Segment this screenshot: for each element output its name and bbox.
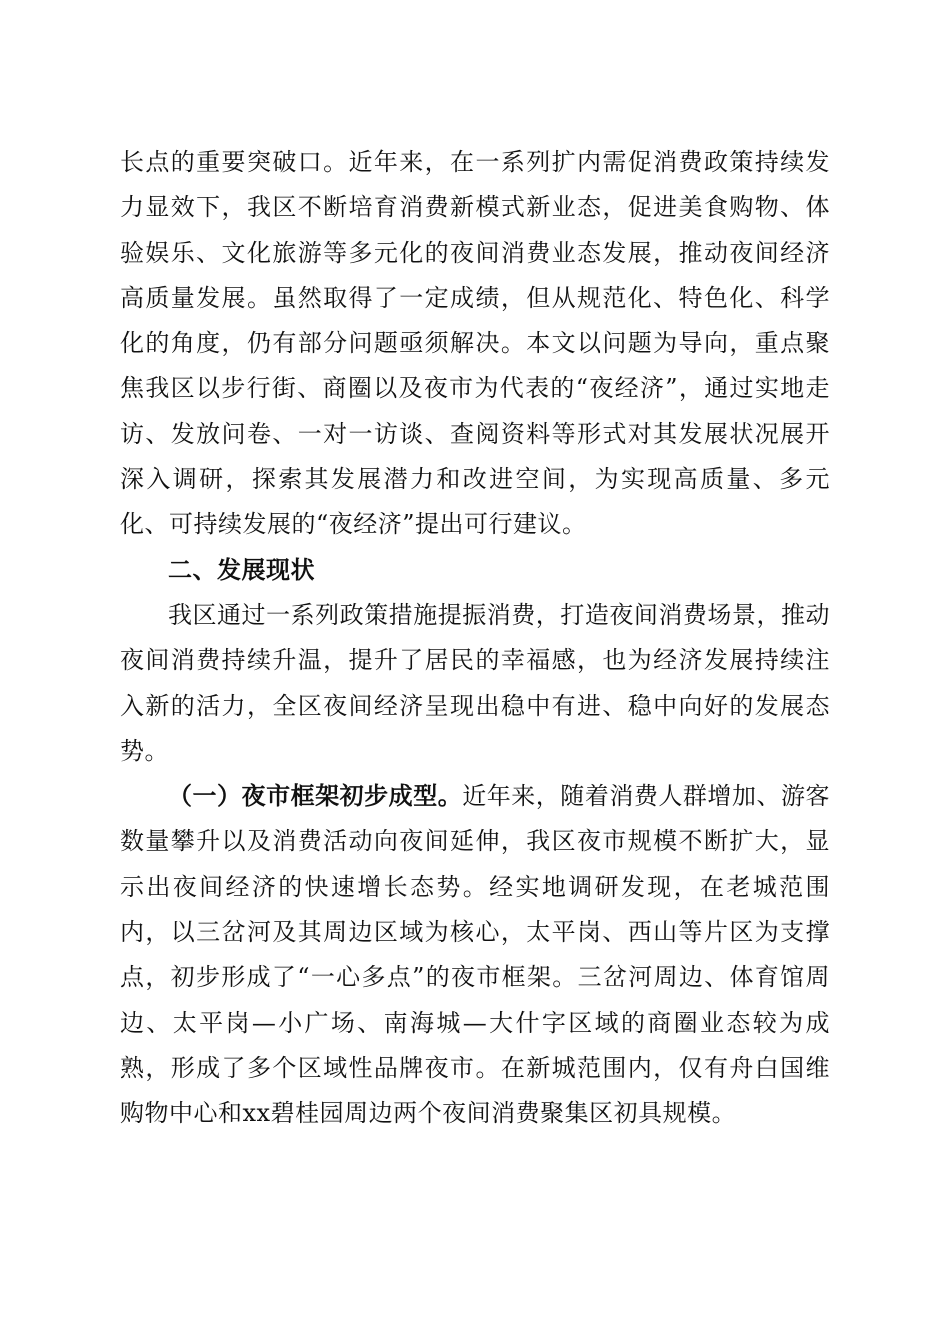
subsection-body: 近年来，随着消费人群增加、游客数量攀升以及消费活动向夜间延伸，我区夜市规模不断扩大，显示出夜间经济的快速增长态势。经实地调研发现，在老城范围内，以三岔河及其周边区域为核心，太平岗、西山等片区为支撑点，初步形成了“一心多点”的夜市框架。三岔河周边、体育馆周边、太平岗—小广场、南海城—大什字区域的商圈业态较为成熟，形成了多个区域性品牌夜市。在新城范围内，仅有舟白国维购物中心和xx碧桂园周边两个夜间消费聚集区初具规模。 — [120, 782, 831, 1128]
section-heading: 二、发展现状 — [168, 555, 315, 584]
paragraph-night-market — [120, 774, 830, 1136]
subsection-lead: （一）夜市框架初步成型。 — [168, 782, 463, 811]
paragraph-status-overview: 我区通过一系列政策措施提振消费，打造夜间消费场景，推动夜间消费持续升温，提升了居民的幸福感，也为经济发展持续注入新的活力，全区夜间经济呈现出稳中有进、稳中向好的发展态势。 — [120, 600, 830, 765]
document-body — [120, 140, 830, 1137]
paragraph-continuation: 长点的重要突破口。近年来，在一系列扩内需促消费政策持续发力显效下，我区不断培育消费新模式新业态，促进美食购物、体验娱乐、文化旅游等多元化的夜间消费业态发展，推动夜间经济高质量发展。虽然取得了一定成绩，但从规范化、特色化、科学化的角度，仍有部分问题亟须解决。本文以问题为导向，重点聚焦我区以步行街、商圈以及夜市为代表的“夜经济”，通过实地走访、发放问卷、一对一访谈、查阅资料等形式对其发展状况展开深入调研，探索其发展潜力和改进空间，为实现高质量、多元化、可持续发展的“夜经济”提出可行建议。 — [120, 148, 830, 539]
